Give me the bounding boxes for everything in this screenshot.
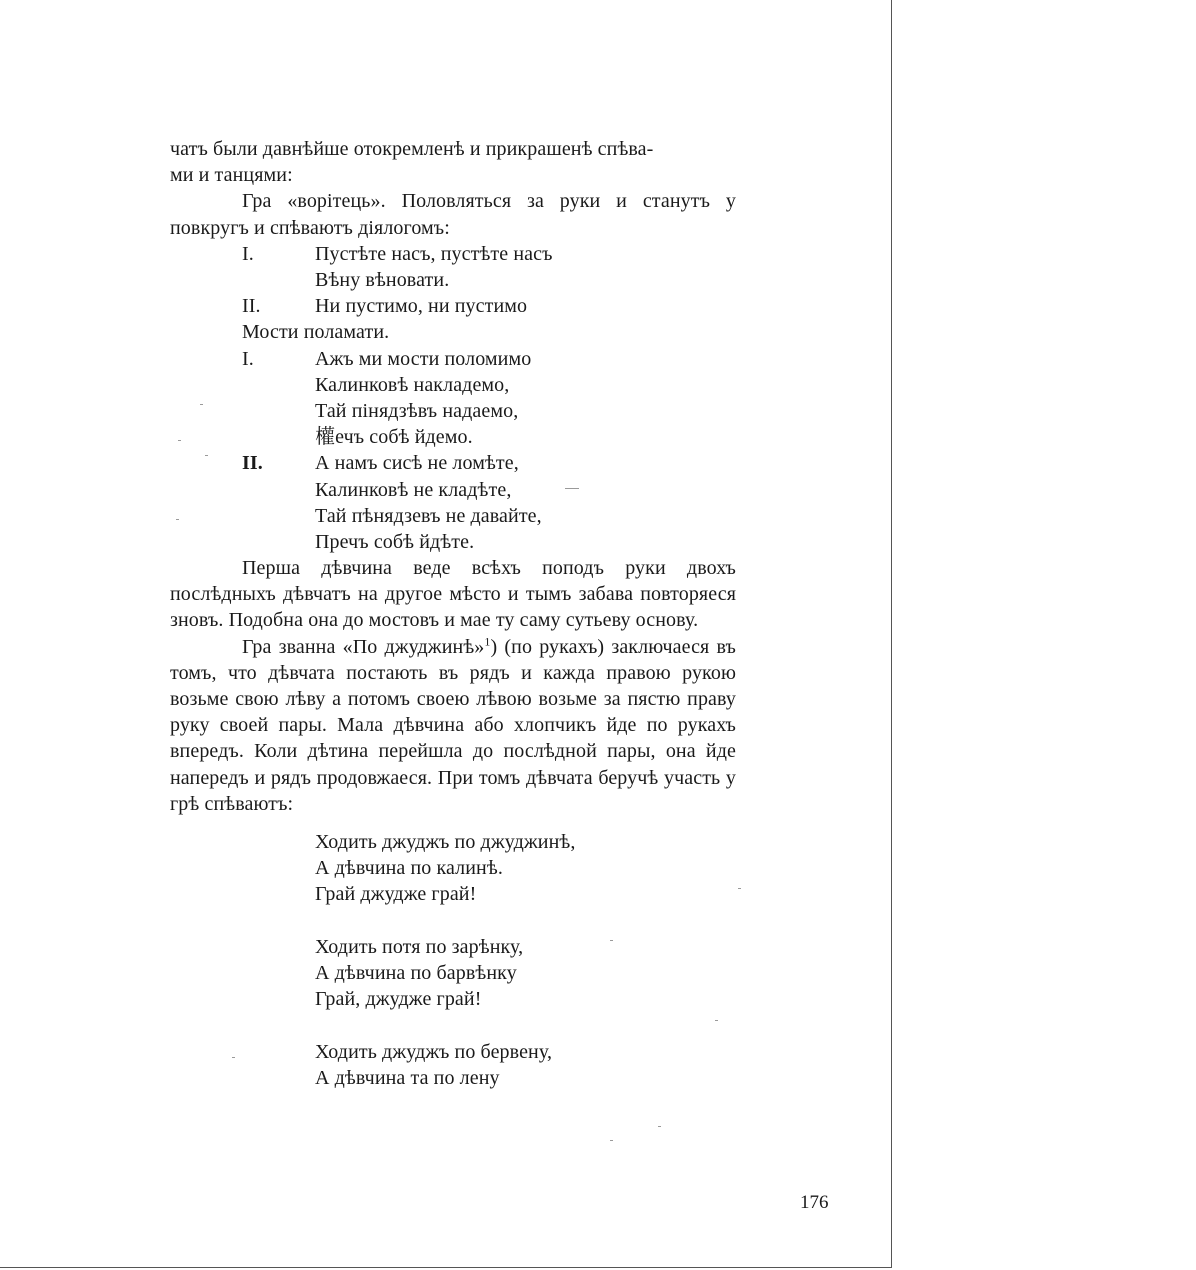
verse-text: А намъ сисѣ не ломѣте, <box>315 452 519 475</box>
paragraph-start: Гра званна «По джуджинѣ» <box>242 635 485 658</box>
verse-text: 權ечъ собѣ йдемо. <box>315 426 473 449</box>
dialogue-line <box>170 241 736 267</box>
scan-speck <box>565 488 579 489</box>
dialogue-line <box>170 503 736 529</box>
speaker-number: I. <box>242 347 254 370</box>
poem-line: А дѣвчина та по лену <box>315 1066 500 1089</box>
scan-speck <box>178 440 181 441</box>
poem-line: Ходить джуджъ по джуджинѣ, <box>315 831 576 854</box>
poem-line: Грай, джудже грай! <box>315 988 482 1011</box>
scan-speck <box>738 888 741 889</box>
dialogue-line <box>170 346 736 372</box>
dialogue-line <box>170 477 736 503</box>
verse-text: Калинковѣ накладемо, <box>315 373 510 396</box>
scan-speck <box>176 519 179 520</box>
scan-speck <box>715 1020 718 1021</box>
dialogue-line <box>170 450 736 476</box>
poem-line: Ходить потя по зарѣнку, <box>315 935 524 958</box>
intro-line-1: чатъ были давнѣйше отокремленѣ и прикрашенѣ спѣва- <box>170 138 654 160</box>
intro-text <box>170 136 736 188</box>
paragraph-po-dzhudzhyni <box>170 634 736 817</box>
dialogue-line <box>170 267 736 293</box>
dialogue-line <box>170 372 736 398</box>
scan-speck <box>205 455 208 456</box>
verse-text: Тай пінядзѣвъ надаемо, <box>315 399 519 422</box>
footnote-marker: 1 <box>484 634 491 649</box>
poem-line: А дѣвчина по калинѣ. <box>315 857 503 880</box>
speaker-number: II. <box>242 452 263 475</box>
verse-text: Пустѣте насъ, пустѣте насъ <box>315 242 553 265</box>
intro-line-2: ми и танцями: <box>170 164 293 187</box>
scan-speck <box>658 1126 661 1127</box>
scan-speck <box>200 404 203 405</box>
verse-text: Ни пустимо, ни пустимо <box>315 295 528 318</box>
verse-text: Калинковѣ не кладѣте, <box>315 478 512 501</box>
verse-text: Вѣну вѣновати. <box>315 269 450 291</box>
dialogue-line <box>170 529 736 555</box>
dialogue-song <box>170 241 736 555</box>
page-text <box>170 136 736 1091</box>
paragraph-rest: ) (по рукахъ) заключаеся въ томъ, что дѣвчата постають въ рядъ и кажда правою рукою возьме свою лѣву а потомъ своею лѣвою возьме за пястю праву руку своей пары. Мала дѣвчина або хлопчикъ йде по рукахъ впередъ. Коли дѣтина перейшла до послѣдной пары, она йде напередъ и рядъ продовжаеся. При томъ дѣвчата беручѣ участь у грѣ спѣваютъ: <box>170 635 736 815</box>
scan-speck <box>610 1140 613 1141</box>
dialogue-line <box>170 398 736 424</box>
dialogue-line <box>170 293 736 319</box>
poem-line: А дѣвчина по барвѣнку <box>315 962 517 985</box>
speaker-number: II. <box>242 295 261 318</box>
speaker-number: I. <box>242 242 254 265</box>
dialogue-line <box>170 424 736 450</box>
verse-text: Тай пѣнядзевъ не давайте, <box>315 504 542 527</box>
scan-speck <box>232 1057 235 1058</box>
page-number: 176 <box>800 1192 829 1213</box>
dialogue-line <box>170 319 736 345</box>
verse-text: Пречъ собѣ йдѣте. <box>315 530 475 553</box>
poem-line: Грай джудже грай! <box>315 883 477 906</box>
scan-speck <box>610 940 613 941</box>
verse-text: Мости поламати. <box>242 321 390 344</box>
paragraph-bridges: Перша дѣвчина веде всѣхъ поподъ руки двохъ послѣдныхъ дѣвчатъ на другое мѣсто и тымъ забава повторяеся зновъ. Подобна она до мостовъ и мае ту саму сутьеву основу. <box>170 557 736 632</box>
song-poem <box>315 829 736 1091</box>
poem-line: Ходить джуджъ по бервену, <box>315 1040 553 1063</box>
verse-text: Ажъ ми мости поломимо <box>315 347 532 370</box>
paragraph-vorotets: Гра «ворітець». Половляться за руки и станутъ у повкругъ и спѣваютъ діялогомъ: <box>170 190 736 239</box>
